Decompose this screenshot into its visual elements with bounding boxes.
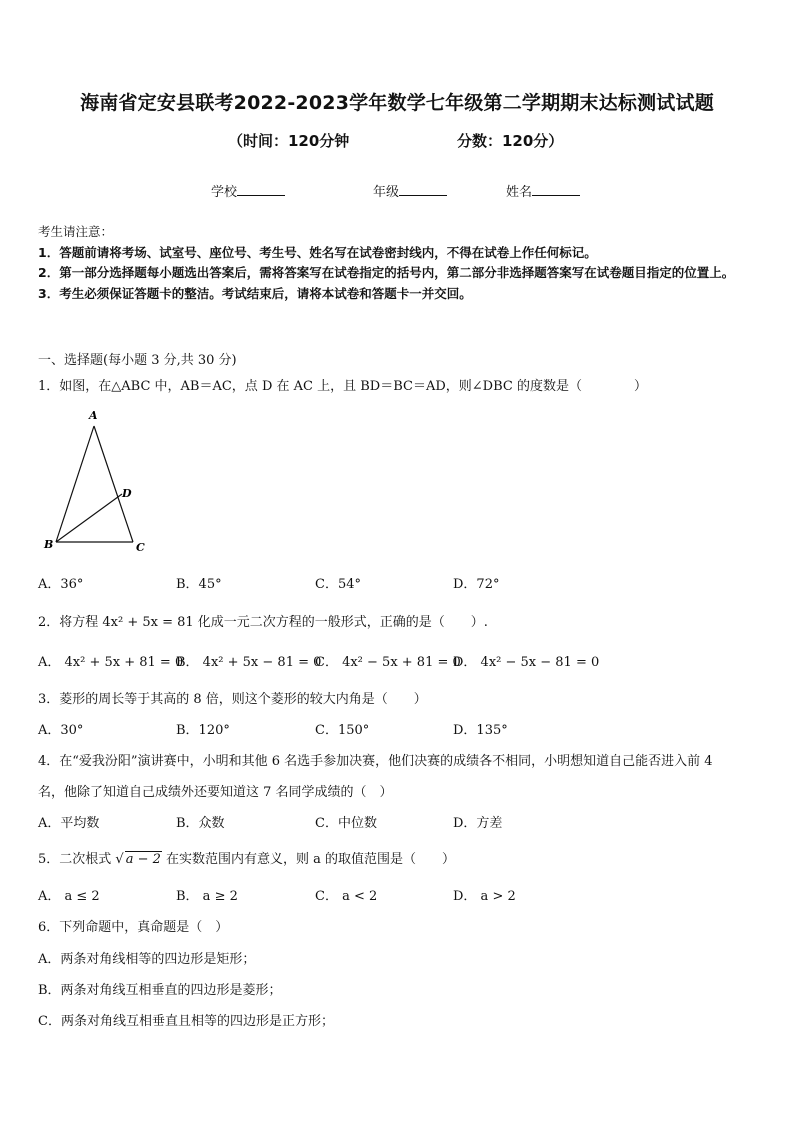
school-label: 学校 <box>211 185 238 200</box>
name-field <box>506 181 580 200</box>
q2-option-b: B． 4x² + 5x − 81 = 0 <box>176 655 322 670</box>
vertex-label-b: B <box>44 538 54 551</box>
notice-item: 1．答题前请将考场、试室号、座位号、考生号、姓名写在试卷密封线内，不得在试卷上作任何标记。 <box>38 244 597 260</box>
q3-option-c: C．150° <box>315 723 370 738</box>
q6-option-b: B．两条对角线互相垂直的四边形是菱形； <box>38 983 282 998</box>
question-2-stem: 2．将方程 4x² + 5x = 81 化成一元二次方程的一般形式，正确的是（ ）. <box>38 615 488 630</box>
question-1-stem: 1．如图，在△ABC 中，AB＝AC，点 D 在 AC 上，且 BD＝BC＝AD，则∠DBC 的度数是（ ） <box>38 379 647 394</box>
question-4-stem-line1: 4．在“爱我汾阳”演讲赛中，小明和其他 6 名选手参加决赛，他们决赛的成绩各不相同，小明想知道自己能否进入前 4 <box>38 754 713 769</box>
exam-time: （时间：120分钟 <box>228 132 350 150</box>
q3-option-b: B．120° <box>176 723 230 738</box>
q6-option-c: C．两条对角线互相垂直且相等的四边形是正方形； <box>38 1014 334 1029</box>
name-blank <box>532 183 580 196</box>
grade-field <box>373 181 447 200</box>
notice-item: 3．考生必须保证答题卡的整洁。考试结束后，请将本试卷和答题卡一并交回。 <box>38 285 472 301</box>
triangle-figure <box>38 406 148 558</box>
q5-option-d: D． a > 2 <box>453 889 516 904</box>
question-6-stem: 6．下列命题中，真命题是（ ） <box>38 920 229 935</box>
q2-option-c: C． 4x² − 5x + 81 = 0 <box>315 655 461 670</box>
sqrt-icon: √ <box>115 852 124 867</box>
notice-item: 2．第一部分选择题每小题选出答案后，需将答案写在试卷指定的括号内，第二部分非选择题答案写在试卷题目指定的位置上。 <box>38 265 735 280</box>
q1-option-b: B．45° <box>176 577 222 592</box>
question-4-stem-line2: 名，他除了知道自己成绩外还要知道这 7 名同学成绩的（ ） <box>38 785 393 800</box>
question-3-stem: 3．菱形的周长等于其高的 8 倍，则这个菱形的较大内角是（ ） <box>38 692 427 707</box>
q1-option-a: A．36° <box>38 577 84 592</box>
notice-heading: 考生请注意： <box>38 224 114 239</box>
vertex-label-a: A <box>89 409 98 422</box>
q1-option-c: C．54° <box>315 577 361 592</box>
question-5-stem <box>38 848 455 867</box>
q4-option-c: C．中位数 <box>315 816 377 831</box>
notice-block <box>38 222 760 304</box>
q1-option-d: D．72° <box>453 577 500 592</box>
exam-score: 分数：120分） <box>457 132 564 150</box>
section-heading: 一、选择题(每小题 3 分,共 30 分) <box>38 353 237 368</box>
q5-stem-post: 在实数范围内有意义，则 a 的取值范围是（ ） <box>161 852 456 867</box>
q5-radicand: a − 2 <box>125 852 161 867</box>
q2-option-a: A． 4x² + 5x + 81 = 0 <box>38 655 184 670</box>
q5-option-c: C． a < 2 <box>315 889 378 904</box>
q4-option-d: D．方差 <box>453 816 503 831</box>
vertex-label-c: C <box>136 541 145 554</box>
grade-blank <box>399 183 447 196</box>
q5-option-b: B． a ≥ 2 <box>176 889 238 904</box>
q4-option-b: B．众数 <box>176 816 225 831</box>
school-field <box>211 181 285 200</box>
grade-label: 年级 <box>373 185 400 200</box>
vertex-label-d: D <box>122 487 132 500</box>
page-title: 海南省定安县联考2022-2023学年数学七年级第二学期期末达标测试试题 <box>80 92 714 114</box>
school-blank <box>237 183 285 196</box>
q3-option-d: D．135° <box>453 723 508 738</box>
q5-stem-pre: 5．二次根式 <box>38 852 116 867</box>
q6-option-a: A．两条对角线相等的四边形是矩形； <box>38 952 256 967</box>
q5-option-a: A． a ≤ 2 <box>38 889 100 904</box>
name-label: 姓名 <box>506 185 533 200</box>
q2-option-d: D． 4x² − 5x − 81 = 0 <box>453 655 600 670</box>
q4-option-a: A．平均数 <box>38 816 100 831</box>
q3-option-a: A．30° <box>38 723 84 738</box>
